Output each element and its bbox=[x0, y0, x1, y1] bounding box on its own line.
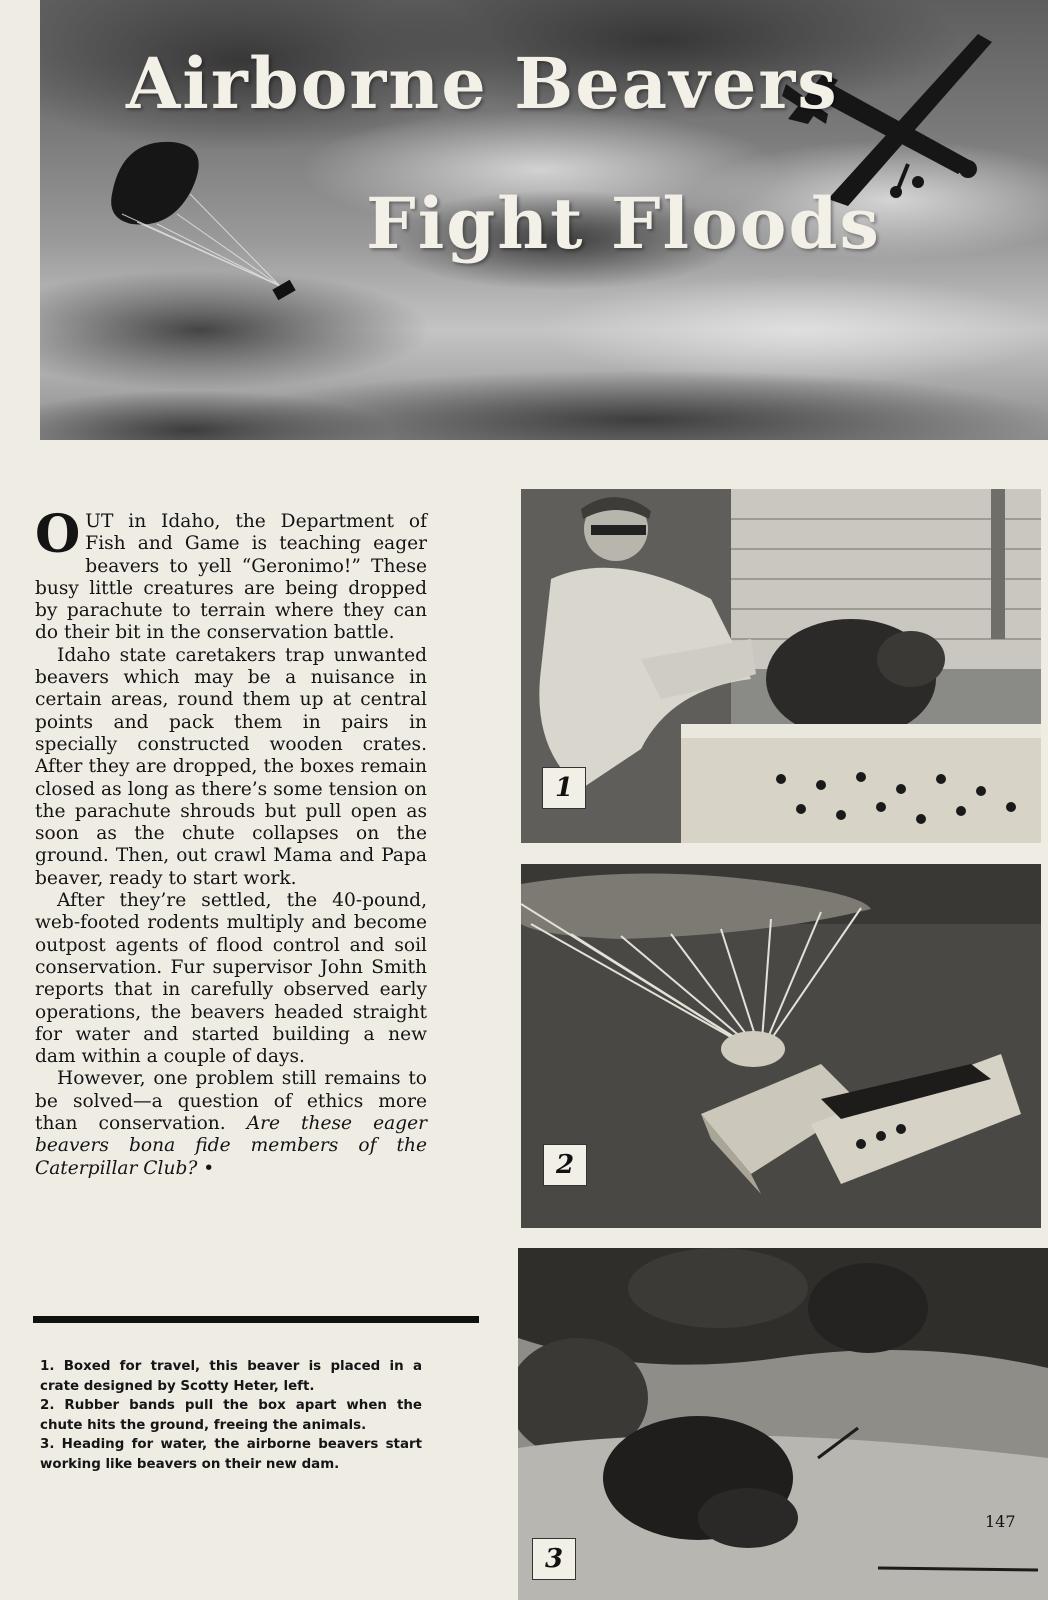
paragraph-2: Idaho state caretakers trap unwanted beavers which may be a nuisance in certain areas, round them up at central points and pack them in pairs in specially constructed wooden crates. After they are dropped, the boxes remain closed as long as there’s some tension on the parachute shrouds but pull open as soon as the chute collapses on the ground. Then, out crawl Mama and Papa beaver, ready to start work. bbox=[35, 644, 427, 889]
photo-2-image bbox=[521, 864, 1041, 1228]
photo-1-image bbox=[521, 489, 1041, 843]
paragraph-4 bbox=[35, 1068, 427, 1179]
caption-3: 3. Heading for water, the airborne beavers start working like beavers on their new dam. bbox=[40, 1437, 422, 1472]
hero-photo bbox=[40, 0, 1048, 440]
paragraph-4-italic: Are these eager beavers bona fide members of the Caterpillar Club? bbox=[35, 1113, 427, 1179]
photo-3-image bbox=[518, 1248, 1048, 1600]
photo-1-number: 1 bbox=[542, 767, 586, 809]
paragraph-3: After they’re settled, the 40-pound, web-footed rodents multiply and become outpost agents of flood control and soil conservation. Fur supervisor John Smith reports that in carefully observed early operations, the beavers headed straight for water and started building a new dam within a couple of days. bbox=[35, 890, 427, 1068]
paragraph-1-text: UT in Idaho, the Department of Fish and Game is teaching eager beavers to yell “Geronimo!” These busy little creatures are being dropped by parachute to terrain where they can do their bit in the conservation battle. bbox=[35, 511, 427, 644]
photo-captions bbox=[40, 1357, 422, 1474]
photo-1-man-with-beaver-crate bbox=[521, 489, 1041, 843]
drop-cap: O bbox=[35, 504, 81, 565]
headline-line-1: Airborne Beavers bbox=[126, 42, 839, 125]
headline-line-2: Fight Floods bbox=[366, 182, 881, 265]
article-body bbox=[35, 504, 427, 1180]
photo-3-number: 3 bbox=[532, 1538, 576, 1580]
section-rule bbox=[33, 1316, 479, 1323]
photo-3-beaver-near-water bbox=[518, 1248, 1048, 1600]
caption-2: 2. Rubber bands pull the box apart when the chute hits the ground, freeing the animals. bbox=[40, 1398, 422, 1433]
photo-2-parachute-crate-landing bbox=[521, 864, 1041, 1228]
paragraph-1 bbox=[35, 504, 427, 645]
caption-1: 1. Boxed for travel, this beaver is placed in a crate designed by Scotty Heter, left. bbox=[40, 1359, 422, 1394]
page-number: 147 bbox=[985, 1512, 1016, 1531]
parachute-icon bbox=[102, 134, 302, 314]
photo-2-number: 2 bbox=[543, 1144, 587, 1186]
paragraph-4-text: However, one problem still remains to be solved—a question of ethics more than conservation. bbox=[35, 1068, 427, 1135]
end-mark: • bbox=[203, 1157, 215, 1179]
